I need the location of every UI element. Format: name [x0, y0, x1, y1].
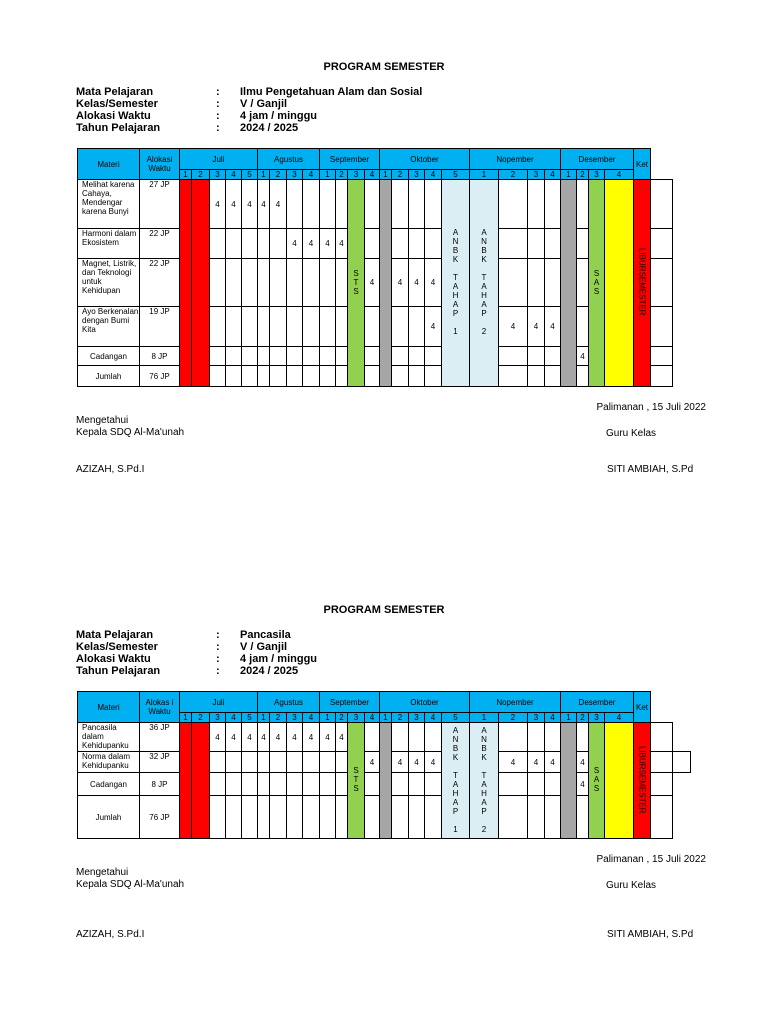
week-number: 2: [499, 713, 528, 723]
jp-cell: 4: [226, 723, 242, 752]
week-number: 2: [192, 713, 210, 723]
week-number: 2: [192, 170, 210, 180]
jp-cell: 4: [242, 180, 258, 229]
week-number: 5: [242, 713, 258, 723]
jp-cell: 4: [425, 307, 442, 347]
week-number: 4: [425, 713, 442, 723]
mengetahui-block: [76, 867, 184, 891]
month-juli: Juli: [180, 149, 258, 170]
week-number: 1: [320, 713, 336, 723]
month-agustus: Agustus: [258, 149, 320, 170]
sas-marker: SAS: [592, 766, 601, 793]
table-row-materi: Ayo Berkenalan dengan Bumi Kita: [78, 307, 140, 347]
week-number: 2: [499, 170, 528, 180]
date-text: Palimanan , 15 Juli 2022: [596, 402, 706, 413]
week-number: 2: [336, 713, 348, 723]
guru-label: Guru Kelas: [606, 880, 657, 891]
info-value: 2024 / 2025: [240, 665, 299, 677]
week-number: 4: [605, 713, 634, 723]
table-row-jp: 22 JP: [140, 259, 180, 307]
program-semester-pancasila: [0, 543, 768, 1033]
week-number: 1: [180, 713, 192, 723]
jp-cell: 4: [320, 723, 336, 752]
holiday-cell: [180, 723, 192, 839]
jp-cell: 4: [545, 307, 561, 347]
jp-cell: 4: [545, 752, 561, 773]
info-label: Tahun Pelajaran: [76, 122, 161, 134]
week-number: 4: [303, 713, 320, 723]
gray-cell: [380, 180, 392, 387]
info-value: 4 jam / minggu: [240, 653, 318, 665]
table-row-jp: 76 JP: [140, 796, 180, 839]
info-value: Ilmu Pengetahuan Alam dan Sosial: [240, 86, 423, 98]
week-number: 4: [303, 170, 320, 180]
week-number: 1: [320, 170, 336, 180]
mengetahui-label: Mengetahui: [76, 867, 129, 878]
table-row-materi: Cadangan: [78, 347, 140, 366]
month-nopember: Nopember: [470, 692, 561, 713]
holiday-cell: [180, 180, 192, 387]
guru-name: SITI AMBIAH, S.Pd: [607, 929, 694, 940]
month-desember: Desember: [561, 149, 634, 170]
jp-cell: 4: [270, 723, 287, 752]
table-row-jp: 22 JP: [140, 229, 180, 259]
jp-cell: 4: [425, 259, 442, 307]
week-number: 2: [577, 713, 589, 723]
table-row-jp: 27 JP: [140, 180, 180, 229]
week-number: 3: [589, 170, 605, 180]
table-row-materi: Harmoni dalam Ekosistem: [78, 229, 140, 259]
week-number: 5: [442, 170, 470, 180]
sts-marker: STS: [351, 268, 361, 296]
jp-cell: 4: [336, 229, 348, 259]
holiday-cell: [192, 723, 210, 839]
week-number: 3: [528, 713, 545, 723]
jp-cell: 4: [577, 347, 589, 366]
guru-label: Guru Kelas: [606, 428, 657, 439]
materi-header: Materi: [78, 692, 140, 723]
table-row-jp: 76 JP: [140, 366, 180, 387]
ket-header: Ket: [634, 692, 651, 723]
month-juli: Juli: [180, 692, 258, 713]
gray-cell: [561, 180, 577, 387]
week-number: 3: [348, 170, 365, 180]
jp-cell: 4: [528, 307, 545, 347]
week-number: 1: [258, 170, 270, 180]
week-number: 4: [226, 170, 242, 180]
alokasi-header: Alokasi Waktu: [140, 149, 180, 180]
info-value: V / Ganjil: [240, 98, 288, 110]
week-number: 3: [210, 170, 226, 180]
week-number: 4: [545, 713, 561, 723]
guru-name: SITI AMBIAH, S.Pd: [607, 464, 694, 475]
anbk-2-marker: ANBK TAHAP 2: [479, 228, 489, 336]
week-number: 5: [242, 170, 258, 180]
gray-cell: [561, 723, 577, 839]
week-number: 2: [392, 713, 409, 723]
jp-cell: 4: [270, 180, 287, 229]
month-nopember: Nopember: [470, 149, 561, 170]
mengetahui-block: [76, 415, 184, 439]
week-number: 1: [470, 713, 499, 723]
week-number: 1: [380, 713, 392, 723]
schedule-table: [77, 148, 691, 387]
jp-cell: 4: [303, 229, 320, 259]
month-oktober: Oktober: [380, 692, 470, 713]
sas-marker: SAS: [592, 268, 601, 296]
jp-cell: 4: [577, 773, 589, 796]
week-number: 1: [470, 170, 499, 180]
kepala-name: AZIZAH, S.Pd.I: [76, 929, 145, 940]
jp-cell: 4: [528, 752, 545, 773]
week-number: 2: [270, 170, 287, 180]
week-number: 2: [577, 170, 589, 180]
info-label: Alokasi Waktu: [76, 110, 151, 122]
jp-cell: 4: [409, 752, 425, 773]
month-september: September: [320, 692, 380, 713]
page-title: PROGRAM SEMESTER: [323, 61, 445, 73]
date-text: Palimanan , 15 Juli 2022: [596, 854, 706, 865]
info-block: Mata Pelajaran : Pancasila Kelas/Semester : V / Ganjil Alokasi Waktu : 4 jam / minggu Tahun Pelajaran : 2024 / 2025: [76, 629, 318, 677]
libur-semester-marker: LIBURSEMESTER: [637, 248, 647, 316]
week-number: 4: [365, 170, 380, 180]
info-value: V / Ganjil: [240, 641, 288, 653]
kepala-name: AZIZAH, S.Pd.I: [76, 464, 145, 475]
yellow-cell: [605, 180, 634, 387]
table-row-jp: 19 JP: [140, 307, 180, 347]
program-semester-ipas: [0, 0, 768, 490]
jp-cell: 4: [287, 229, 303, 259]
jp-cell: 4: [226, 180, 242, 229]
week-number: 1: [561, 713, 577, 723]
week-number: 5: [442, 713, 470, 723]
week-number: 1: [380, 170, 392, 180]
table-row-materi: Cadangan: [78, 773, 140, 796]
kepala-label: Kepala SDQ Al-Ma'unah: [76, 427, 185, 438]
mengetahui-label: Mengetahui: [76, 415, 129, 426]
week-number: 1: [180, 170, 192, 180]
anbk-1-marker: ANBK TAHAP 1: [451, 725, 460, 834]
table-row-materi: Magnet, Listrik, dan Teknologi untuk Kehidupan: [78, 259, 140, 307]
table-row-materi: Melihat karena Cahaya, Mendengar karena Bunyi: [78, 180, 140, 229]
week-number: 3: [528, 170, 545, 180]
jp-cell: 4: [425, 752, 442, 773]
week-number: 3: [589, 713, 605, 723]
table-row-materi: Norma dalam Kehidupanku: [78, 752, 140, 773]
week-number: 2: [336, 170, 348, 180]
jp-cell: 4: [392, 752, 409, 773]
week-number: 4: [425, 170, 442, 180]
jp-cell: 4: [210, 723, 226, 752]
page-title: PROGRAM SEMESTER: [323, 604, 445, 616]
info-label: Mata Pelajaran: [76, 86, 154, 98]
table-row-materi: Pancasila dalam Kehidupanku: [78, 723, 140, 752]
week-number: 1: [561, 170, 577, 180]
week-number: 2: [392, 170, 409, 180]
jp-cell: 4: [409, 259, 425, 307]
week-number: 4: [605, 170, 634, 180]
jp-cell: 4: [320, 229, 336, 259]
week-number: 4: [545, 170, 561, 180]
info-value: 4 jam / minggu: [240, 110, 318, 122]
info-block: Mata Pelajaran : Ilmu Pengetahuan Alam dan Sosial Kelas/Semester : V / Ganjil Alokasi Waktu : 4 jam / minggu Tahun Pelajaran : 2024 / 2025: [76, 86, 423, 134]
week-number: 4: [365, 713, 380, 723]
jp-cell: 4: [365, 752, 380, 773]
table-row-materi: Jumlah: [78, 796, 140, 839]
holiday-cell: [192, 180, 210, 387]
jp-cell: 4: [242, 723, 258, 752]
libur-semester-marker: LIBURSEMESTER: [637, 745, 647, 814]
alokasi-header: Alokas i Waktu: [140, 692, 180, 723]
info-label: Mata Pelajaran: [76, 629, 154, 641]
month-desember: Desember: [561, 692, 634, 713]
table-row-materi: Jumlah: [78, 366, 140, 387]
jp-cell: 4: [303, 723, 320, 752]
week-number: 2: [270, 713, 287, 723]
jp-cell: 4: [287, 723, 303, 752]
schedule-table: [77, 691, 691, 839]
anbk-2-marker: ANBK TAHAP 2: [479, 725, 489, 834]
week-number: 4: [226, 713, 242, 723]
jp-cell: 4: [365, 259, 380, 307]
week-number: 3: [287, 170, 303, 180]
ket-header: Ket: [634, 149, 651, 180]
info-value: Pancasila: [240, 629, 291, 641]
table-row-jp: 8 JP: [140, 347, 180, 366]
week-number: 3: [287, 713, 303, 723]
jp-cell: 4: [577, 752, 589, 773]
jp-cell: 4: [258, 723, 270, 752]
info-label: Alokasi Waktu: [76, 653, 151, 665]
jp-cell: 4: [392, 259, 409, 307]
week-number: 3: [348, 713, 365, 723]
jp-cell: 4: [336, 723, 348, 752]
gray-cell: [380, 723, 392, 839]
week-number: 3: [210, 713, 226, 723]
jp-cell: 4: [499, 307, 528, 347]
jp-cell: 4: [258, 180, 270, 229]
info-label: Tahun Pelajaran: [76, 665, 161, 677]
table-row-jp: 32 JP: [140, 752, 180, 773]
info-label: Kelas/Semester: [76, 641, 158, 653]
week-number: 3: [409, 170, 425, 180]
info-label: Kelas/Semester: [76, 98, 158, 110]
table-row-jp: 36 JP: [140, 723, 180, 752]
week-number: 3: [409, 713, 425, 723]
sts-marker: STS: [351, 766, 361, 793]
jp-cell: 4: [499, 752, 528, 773]
jp-cell: 4: [210, 180, 226, 229]
kepala-label: Kepala SDQ Al-Ma'unah: [76, 879, 185, 890]
anbk-1-marker: ANBK TAHAP 1: [451, 228, 460, 336]
yellow-cell: [605, 723, 634, 839]
month-agustus: Agustus: [258, 692, 320, 713]
materi-header: Materi: [78, 149, 140, 180]
month-oktober: Oktober: [380, 149, 470, 170]
month-september: September: [320, 149, 380, 170]
table-row-jp: 8 JP: [140, 773, 180, 796]
info-value: 2024 / 2025: [240, 122, 299, 134]
week-number: 1: [258, 713, 270, 723]
